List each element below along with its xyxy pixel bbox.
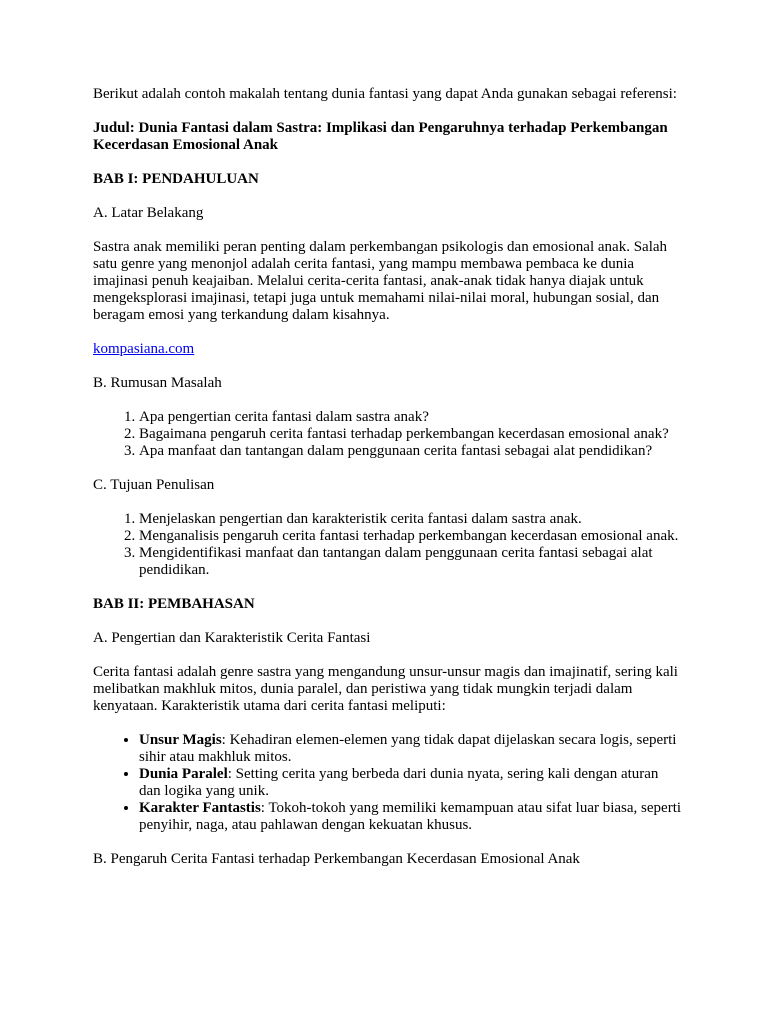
term-label: Unsur Magis: [139, 732, 222, 748]
term-description: : Tokoh-tokoh yang memiliki kemampuan atau sifat luar biasa, seperti penyihir, naga, atau pahlawan dengan kekuatan khusus.: [139, 800, 682, 833]
list-item: [139, 732, 683, 766]
source-paragraph: [93, 341, 683, 358]
list-item: 3. Apa manfaat dan tantangan dalam penggunaan cerita fantasi sebagai alat pendidikan?: [139, 443, 683, 460]
term-label: Karakter Fantastis: [139, 800, 261, 816]
pengertian-paragraph: Cerita fantasi adalah genre sastra yang mengandung unsur-unsur magis dan imajinatif, sering kali melibatkan makhluk mitos, dunia paralel, dan peristiwa yang tidak mungkin terjadi dalam kenyataan. Karakteristik utama dari cerita fantasi meliputi:: [93, 664, 678, 714]
pengertian-heading: A. Pengertian dan Karakteristik Cerita Fantasi: [93, 630, 371, 646]
rumusan-list: [93, 409, 683, 460]
term-description: : Kehadiran elemen-elemen yang tidak dapat dijelaskan secara logis, seperti sihir atau makhluk mitos.: [139, 732, 677, 765]
title-prefix: Judul: [93, 120, 130, 136]
list-item: [139, 800, 683, 834]
list-item: [139, 766, 683, 800]
latar-heading: A. Latar Belakang: [93, 205, 204, 221]
list-item: 2. Menganalisis pengaruh cerita fantasi terhadap perkembangan kecerdasan emosional anak.: [139, 528, 683, 545]
tujuan-heading: C. Tujuan Penulisan: [93, 477, 215, 493]
list-item: 2. Bagaimana pengaruh cerita fantasi terhadap perkembangan kecerdasan emosional anak?: [139, 426, 683, 443]
pengaruh-heading: B. Pengaruh Cerita Fantasi terhadap Perkembangan Kecerdasan Emosional Anak: [93, 851, 580, 867]
list-item: 1. Apa pengertian cerita fantasi dalam sastra anak?: [139, 409, 683, 426]
bab1-heading: BAB I: PENDAHULUAN: [93, 171, 259, 187]
term-description: : Setting cerita yang berbeda dari dunia nyata, sering kali dengan aturan dan logika yang unik.: [139, 766, 659, 799]
intro-paragraph: Berikut adalah contoh makalah tentang dunia fantasi yang dapat Anda gunakan sebagai referensi:: [93, 86, 677, 102]
document-page: [93, 86, 683, 885]
latar-paragraph: Sastra anak memiliki peran penting dalam perkembangan psikologis dan emosional anak. Salah satu genre yang menonjol adalah cerita fantasi, yang mampu membawa pembaca ke dunia imajinasi penuh keajaiban. Melalui cerita-cerita fantasi, anak-anak tidak hanya diajak untuk mengeksplorasi imajinasi, tetapi juga untuk memahami nilai-nilai moral, hubungan sosial, dan beragam emosi yang terkandung dalam kisahnya.: [93, 239, 668, 323]
bab2-heading: BAB II: PEMBAHASAN: [93, 596, 255, 612]
list-item: 1. Menjelaskan pengertian dan karakteristik cerita fantasi dalam sastra anak.: [139, 511, 683, 528]
title-text: : Dunia Fantasi dalam Sastra: Implikasi dan Pengaruhnya terhadap Perkembangan Kecerdasan Emosional Anak: [93, 120, 668, 153]
karakteristik-list: [93, 732, 683, 834]
list-item: 3. Mengidentifikasi manfaat dan tantangan dalam penggunaan cerita fantasi sebagai alat pendidikan.: [139, 545, 683, 579]
tujuan-list: [93, 511, 683, 579]
source-link[interactable]: kompasiana.com: [93, 341, 195, 357]
document-title: [93, 120, 683, 154]
rumusan-heading: B. Rumusan Masalah: [93, 375, 222, 391]
term-label: Dunia Paralel: [139, 766, 228, 782]
